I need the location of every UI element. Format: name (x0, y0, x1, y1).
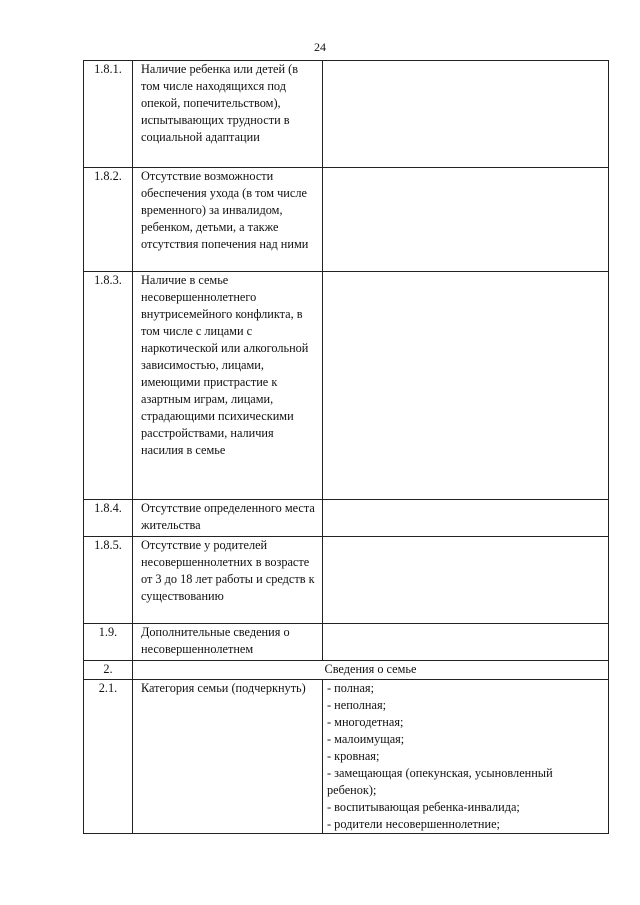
row-number: 1.9. (84, 624, 133, 661)
section-header-row (84, 661, 609, 680)
row-label: Дополнительные сведения о несовершеннолетнем (133, 624, 323, 661)
row-number: 1.8.1. (84, 61, 133, 168)
row-value (323, 624, 609, 661)
table-row (84, 272, 609, 500)
row-label: Отсутствие возможности обеспечения ухода (в том числе временного) за инвалидом, ребенком, детьми, а также отсутствия попечения над ними (133, 168, 323, 272)
family-category-option: - замещающая (опекунская, усыновленный ребенок); (327, 766, 553, 797)
row-label: Категория семьи (подчеркнуть) (133, 680, 323, 834)
row-number: 1.8.5. (84, 537, 133, 624)
row-value (323, 61, 609, 168)
row-value (323, 272, 609, 500)
row-number: 1.8.3. (84, 272, 133, 500)
section-number: 2. (84, 661, 133, 680)
family-category-option: - родители несовершеннолетние; (327, 817, 500, 831)
page-number: 24 (314, 40, 326, 54)
family-category-options (323, 680, 609, 834)
family-info-table (83, 60, 609, 834)
family-category-option: - малоимущая; (327, 732, 405, 746)
table-row (84, 168, 609, 272)
row-label: Отсутствие у родителей несовершеннолетних в возрасте от 3 до 18 лет работы и средств к существованию (133, 537, 323, 624)
family-category-option: - многодетная; (327, 715, 404, 729)
row-label: Отсутствие определенного места жительства (133, 500, 323, 537)
table-row (84, 680, 609, 834)
family-category-option: - неполная; (327, 698, 387, 712)
section-title: Сведения о семье (133, 661, 609, 680)
table-row (84, 624, 609, 661)
table-row (84, 500, 609, 537)
row-value (323, 537, 609, 624)
row-number: 2.1. (84, 680, 133, 834)
row-label: Наличие в семье несовершеннолетнего внутрисемейного конфликта, в том числе с лицами с наркотической или алкогольной зависимостью, лицами, имеющими пристрастие к азартным играм, лицами, страдающими психическими расстройствами, наличия насилия в семье (133, 272, 323, 500)
row-number: 1.8.4. (84, 500, 133, 537)
row-label: Наличие ребенка или детей (в том числе находящихся под опекой, попечительством), испытывающих трудности в социальной адаптации (133, 61, 323, 168)
family-category-option: - воспитывающая ребенка-инвалида; (327, 800, 520, 814)
row-number: 1.8.2. (84, 168, 133, 272)
family-category-option: - полная; (327, 681, 374, 695)
row-value (323, 500, 609, 537)
family-category-option: - кровная; (327, 749, 380, 763)
row-value (323, 168, 609, 272)
table-row (84, 61, 609, 168)
table-row (84, 537, 609, 624)
